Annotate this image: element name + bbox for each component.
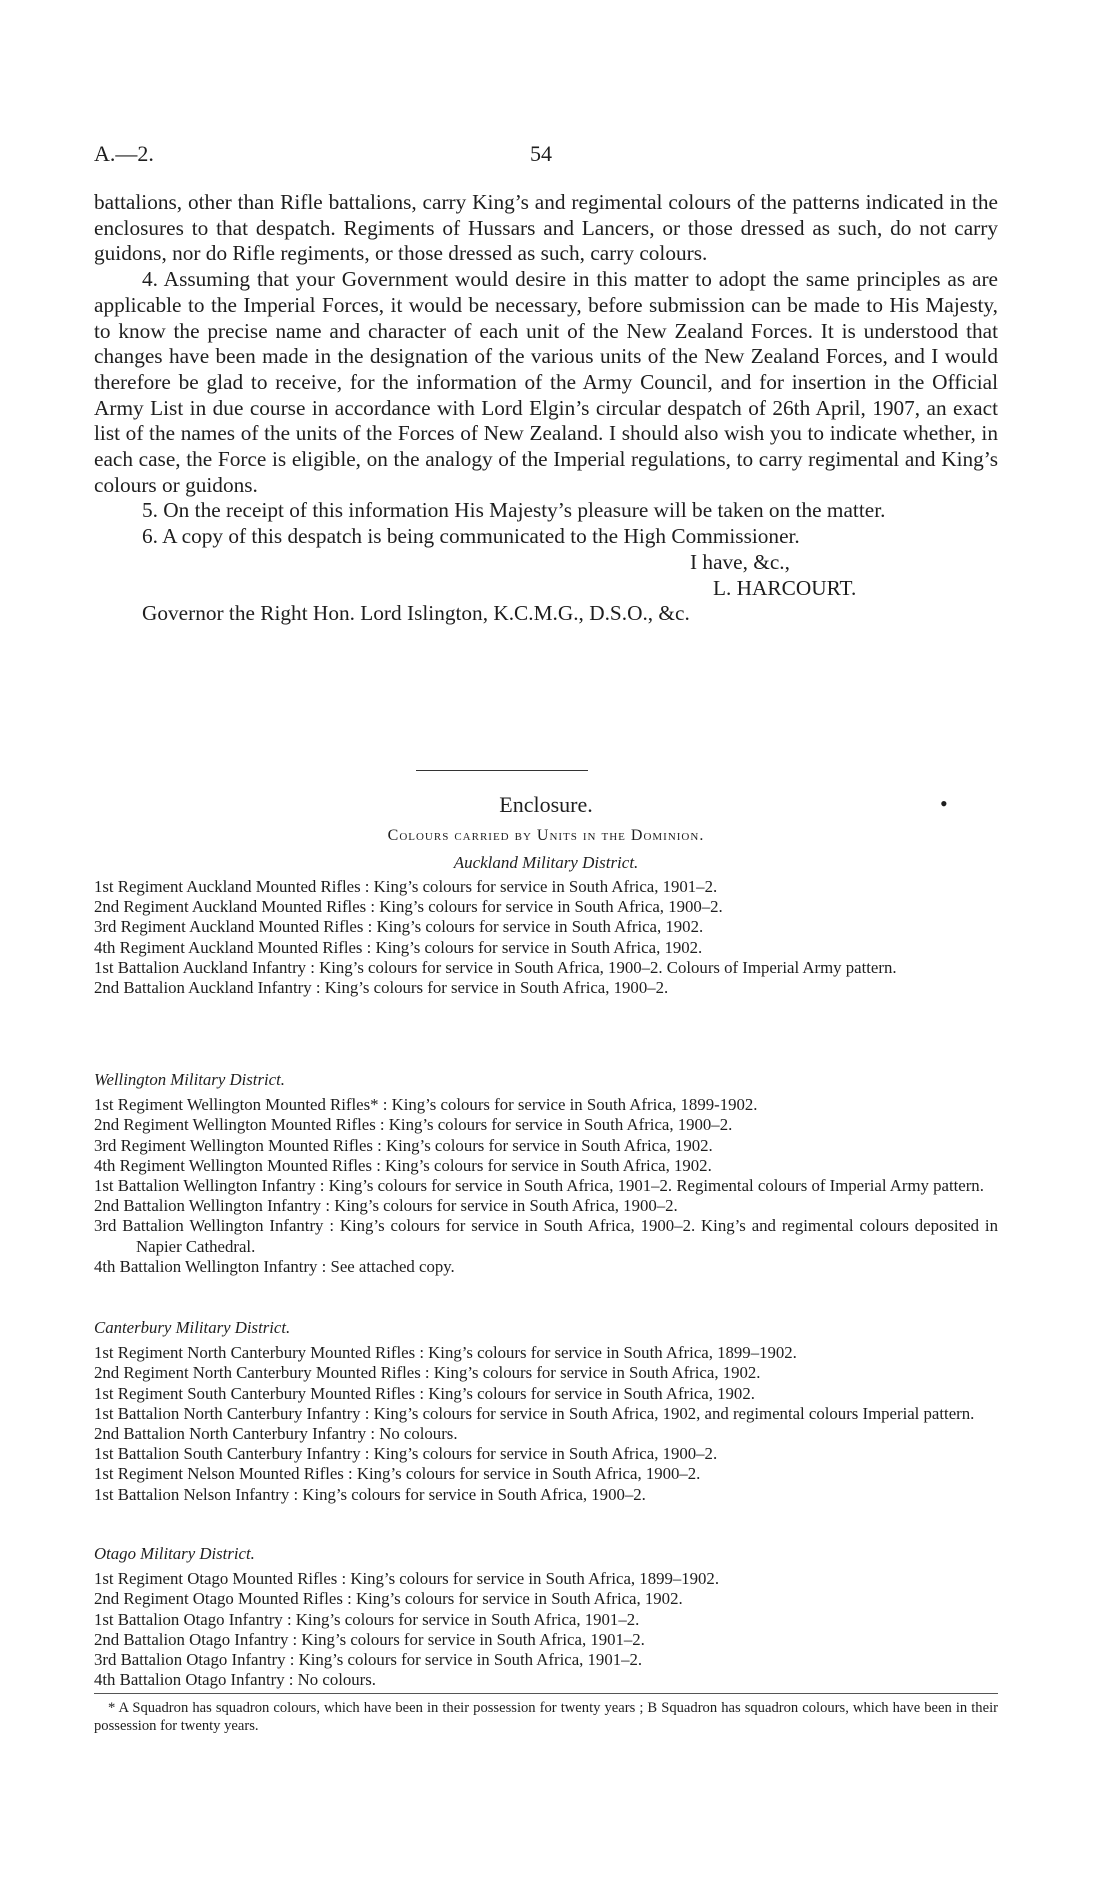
district-heading-otago: Otago Military District. xyxy=(94,1544,255,1563)
signoff-name: L. HARCOURT. xyxy=(713,575,857,600)
list-item: 1st Regiment South Canterbury Mounted Rifles : King’s colours for service in South Africa, 1902. xyxy=(94,1383,755,1403)
list-item: 3rd Regiment Auckland Mounted Rifles : King’s colours for service in South Africa, 1902. xyxy=(94,917,704,937)
list-item: 3rd Battalion Otago Infantry : King’s colours for service in South Africa, 1901–2. xyxy=(94,1650,643,1670)
list-item: 3rd Battalion Wellington Infantry : King’s colours for service in South Africa, 1900–2. King’s and regimental colours deposited in Napier Cathedral. xyxy=(94,1216,998,1256)
list-item: 2nd Battalion Auckland Infantry : King’s colours for service in South Africa, 1900–2. xyxy=(94,978,669,998)
list-item: 1st Regiment Nelson Mounted Rifles : King’s colours for service in South Africa, 1900–2. xyxy=(94,1464,701,1484)
auckland-list xyxy=(94,877,998,998)
list-item: 1st Battalion South Canterbury Infantry : King’s colours for service in South Africa, 1900–2. xyxy=(94,1444,718,1464)
list-item: 4th Regiment Wellington Mounted Rifles : King’s colours for service in South Africa, 1902. xyxy=(94,1155,712,1175)
list-item: 1st Regiment Otago Mounted Rifles : King’s colours for service in South Africa, 1899–1902. xyxy=(94,1569,720,1589)
district-heading-wellington: Wellington Military District. xyxy=(94,1070,285,1089)
list-item: 2nd Regiment Otago Mounted Rifles : King’s colours for service in South Africa, 1902. xyxy=(94,1589,683,1609)
wellington-list xyxy=(94,1064,998,1277)
list-item: 1st Regiment North Canterbury Mounted Rifles : King’s colours for service in South Africa, 1899–1902. xyxy=(94,1343,797,1363)
paragraph-6: 6. A copy of this despatch is being communicated to the High Commissioner. xyxy=(142,524,800,549)
addressee: Governor the Right Hon. Lord Islington, K.C.M.G., D.S.O., &c. xyxy=(142,601,690,626)
list-item: 1st Battalion Otago Infantry : King’s colours for service in South Africa, 1901–2. xyxy=(94,1609,640,1629)
list-item: 2nd Battalion Wellington Infantry : King’s colours for service in South Africa, 1900–2. xyxy=(94,1196,678,1216)
paragraph-4: 4. Assuming that your Government would desire in this matter to adopt the same principles as are applicable to the Imperial Forces, it would be necessary, before submission can be made to His Majesty, to know the precise name and character of each unit of the New Zealand Forces. It is understood that changes have been made in the designation of the various units of the New Zealand Forces, and I would therefore be glad to receive, for the information of the Army Council, and for insertion in the Official Army List in due course in accordance with Lord Elgin’s circular despatch of 26th April, 1907, an exact list of the names of the units of the Forces of New Zealand. I should also wish you to indicate whether, in each case, the Force is eligible, on the analogy of the Imperial regulations, to carry regimental and King’s colours or guidons. xyxy=(94,267,998,497)
footnote: * A Squadron has squadron colours, which have been in their possession for twenty years ; B Squadron has squadron colours, which have been in their possession for twenty years. xyxy=(94,1700,998,1734)
list-item: 4th Battalion Wellington Infantry : See attached copy. xyxy=(94,1256,455,1276)
canterbury-list xyxy=(94,1312,998,1505)
list-item: 2nd Regiment Auckland Mounted Rifles : King’s colours for service in South Africa, 1900–2. xyxy=(94,897,723,917)
list-item: 1st Battalion Nelson Infantry : King’s colours for service in South Africa, 1900–2. xyxy=(94,1484,646,1504)
district-heading-auckland xyxy=(94,852,998,873)
paragraph-continued: battalions, other than Rifle battalions, carry King’s and regimental colours of the patterns indicated in the enclosures to that despatch. Regiments of Hussars and Lancers, or those dressed as such, do not carry guidons, nor do Rifle regiments, or those dressed as such, carry colours. xyxy=(94,190,998,266)
paragraph-5: 5. On the receipt of this information His Majesty’s pleasure will be taken on the matter. xyxy=(142,498,886,523)
enclosure-subtitle: Colours carried by Units in the Dominion. xyxy=(387,827,705,844)
list-item: 1st Battalion North Canterbury Infantry : King’s colours for service in South Africa, 1902, and regimental colours Imperial pattern. xyxy=(94,1403,975,1423)
enclosure-title: Enclosure. xyxy=(499,792,593,817)
district-heading-canterbury: Canterbury Military District. xyxy=(94,1318,291,1337)
list-item: 1st Battalion Auckland Infantry : King’s colours for service in South Africa, 1900–2. Colours of Imperial Army pattern. xyxy=(94,957,897,977)
list-item: 2nd Battalion North Canterbury Infantry : No colours. xyxy=(94,1424,458,1444)
list-item: 2nd Battalion Otago Infantry : King’s colours for service in South Africa, 1901–2. xyxy=(94,1629,645,1649)
despatch-body xyxy=(94,190,998,627)
ink-mark: • xyxy=(940,791,948,816)
page-number: 54 xyxy=(530,141,552,166)
list-item: 3rd Regiment Wellington Mounted Rifles : King’s colours for service in South Africa, 1902. xyxy=(94,1135,713,1155)
list-item: 4th Regiment Auckland Mounted Rifles : King’s colours for service in South Africa, 1902. xyxy=(94,937,703,957)
series-reference: A.—2. xyxy=(94,141,154,166)
list-item: 4th Battalion Otago Infantry : No colours. xyxy=(94,1670,376,1690)
signoff-have: I have, &c., xyxy=(690,549,790,574)
list-item: 2nd Regiment North Canterbury Mounted Rifles : King’s colours for service in South Africa, 1902. xyxy=(94,1363,761,1383)
section-divider xyxy=(416,770,588,771)
list-item: 1st Regiment Auckland Mounted Rifles : King’s colours for service in South Africa, 1901–2. xyxy=(94,877,718,896)
district-name: Auckland Military District. xyxy=(453,853,639,872)
footnote-divider xyxy=(94,1693,998,1694)
list-item: 2nd Regiment Wellington Mounted Rifles : King’s colours for service in South Africa, 1900–2. xyxy=(94,1115,733,1135)
list-item: 1st Regiment Wellington Mounted Rifles* : King’s colours for service in South Africa, 1899-1902. xyxy=(94,1095,758,1115)
list-item: 1st Battalion Wellington Infantry : King’s colours for service in South Africa, 1901–2. Regimental colours of Imperial Army pattern. xyxy=(94,1176,984,1196)
otago-list xyxy=(94,1538,998,1690)
